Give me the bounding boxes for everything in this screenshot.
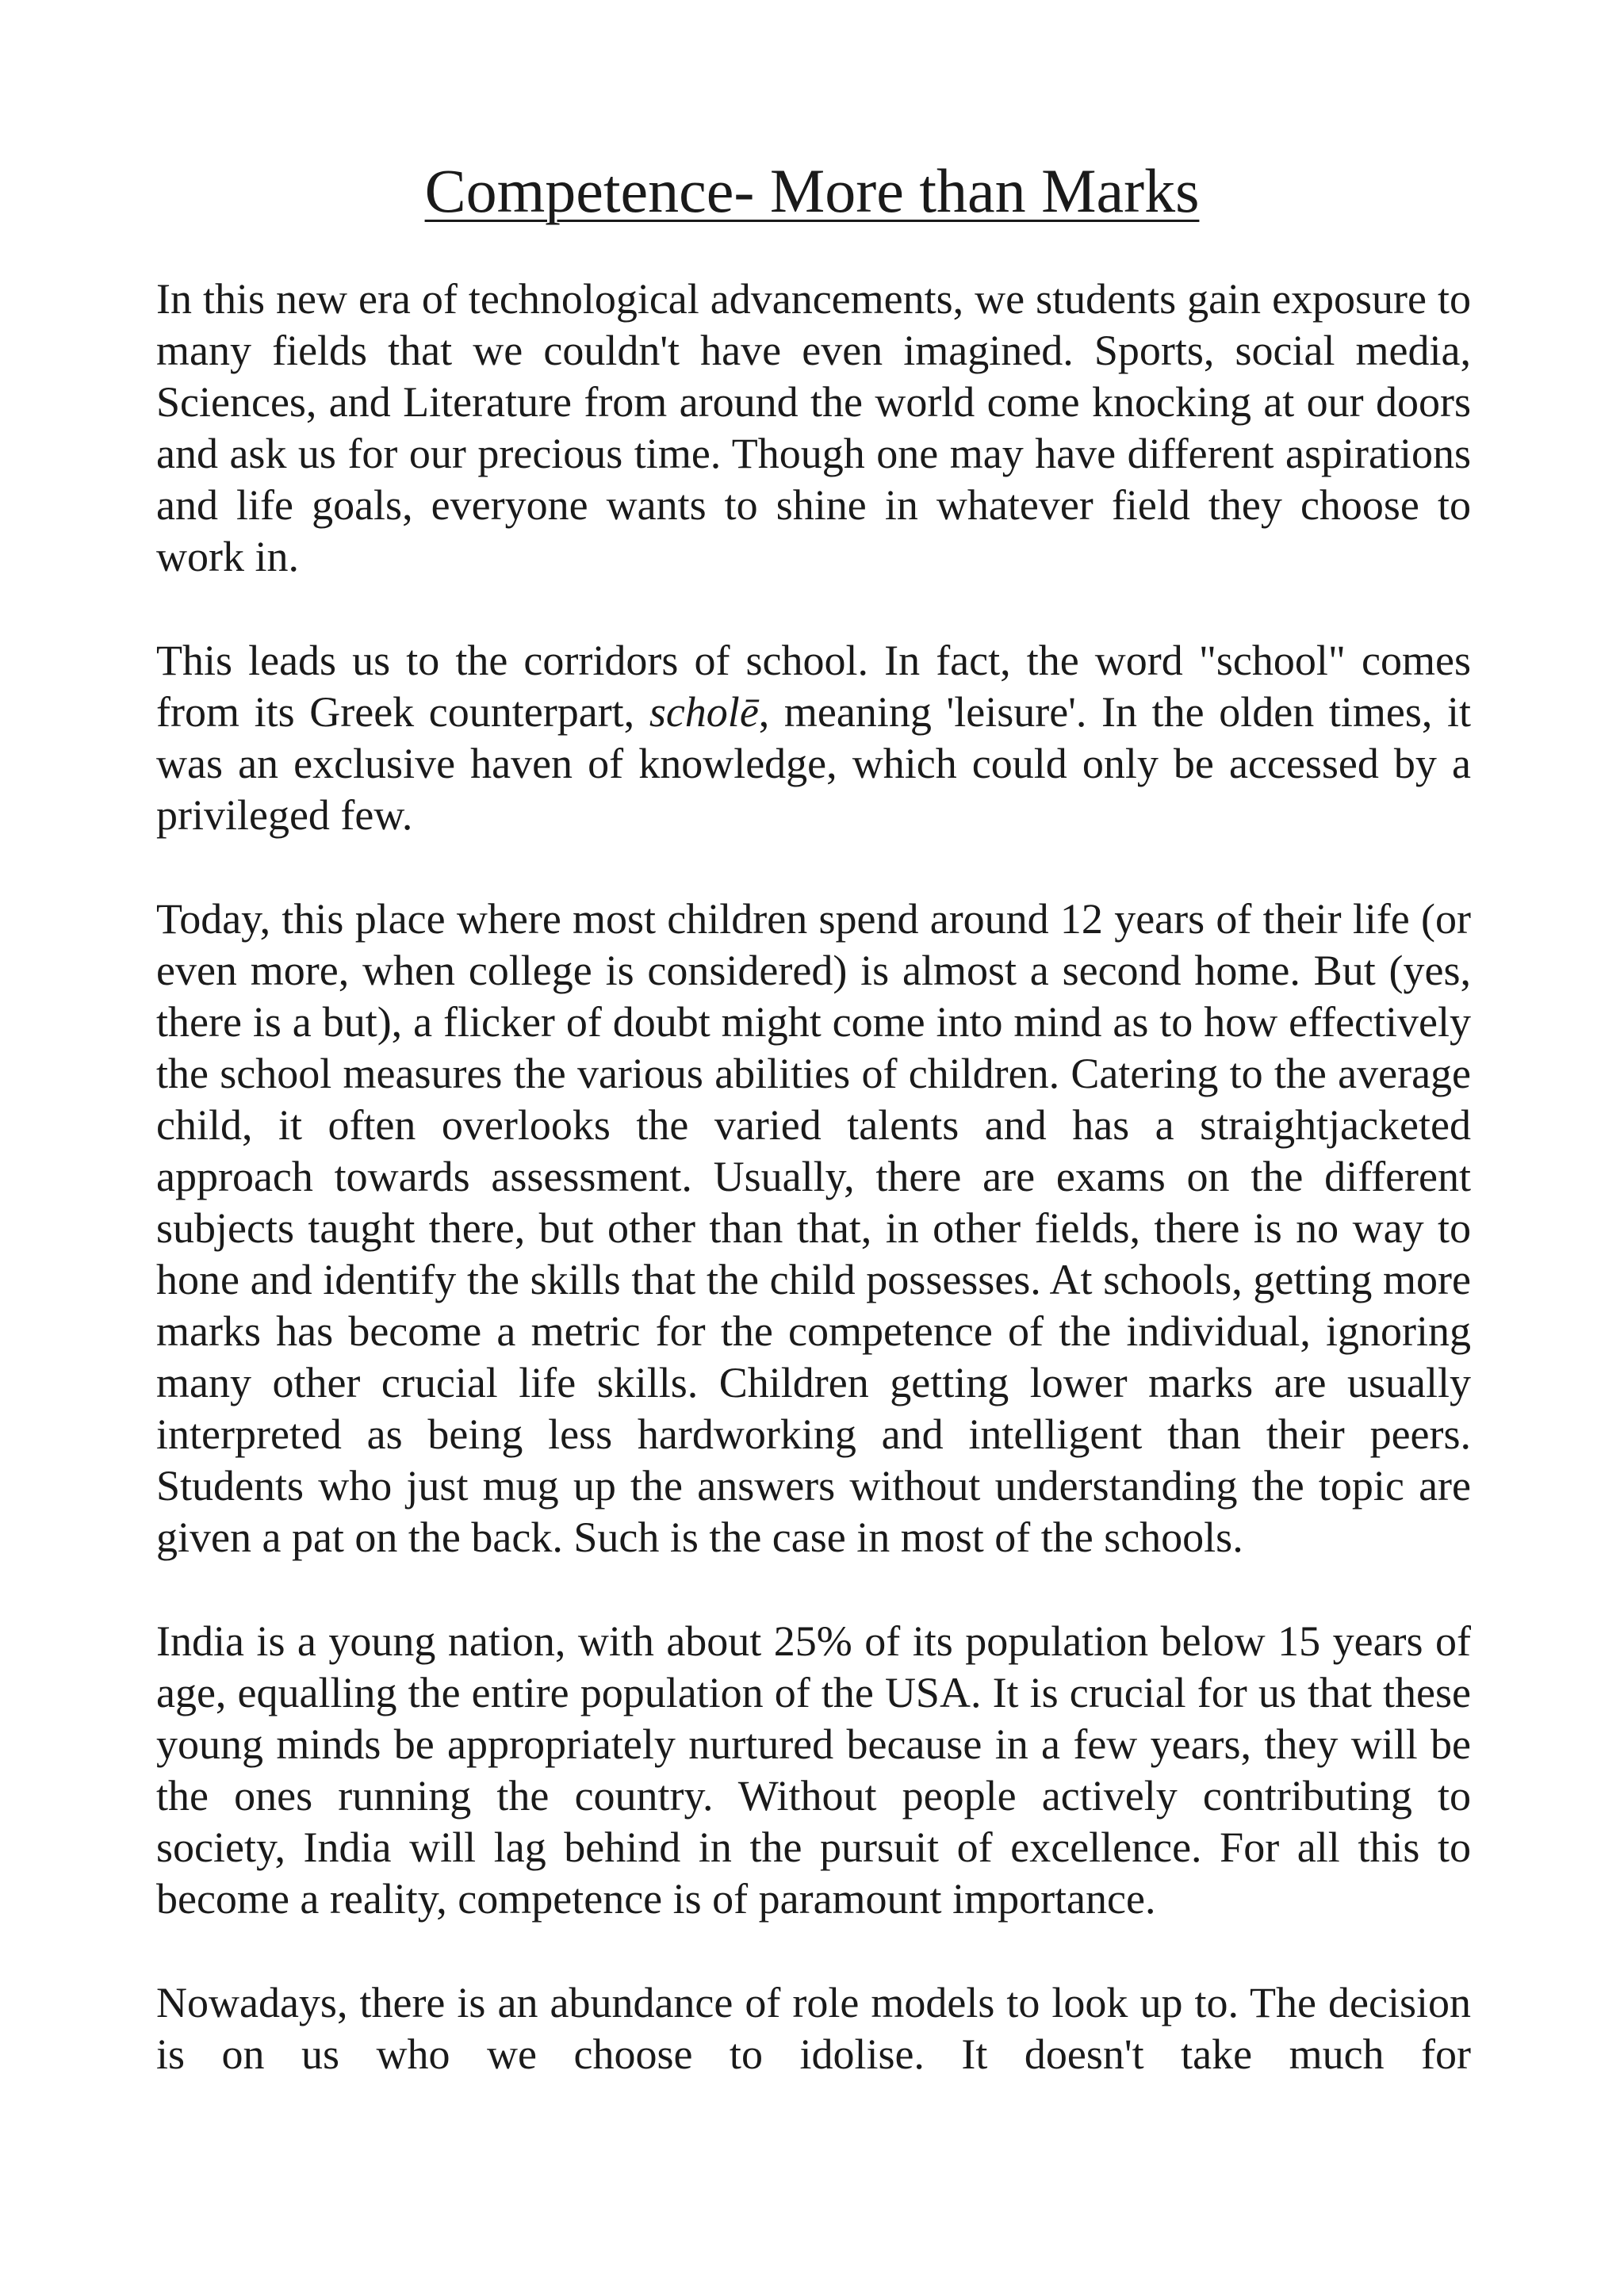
paragraph-2-before: This leads us to the corridors of school. In fact, the word "school" comes from its Greek counterpart, bbox=[156, 637, 1471, 736]
paragraph-2-italic-word: scholē bbox=[649, 688, 759, 736]
paragraph-1: In this new era of technological advancements, we students gain exposure to many fields that we couldn't have even imagined. Sports, social media, Sciences, and Literature from around the world come knocking at our doors and ask us for our precious time. Though one may have different aspirations and life goals, everyone wants to shine in whatever field they choose to work in. bbox=[156, 275, 1471, 580]
document-title: Competence- More than Marks bbox=[424, 156, 1200, 225]
paragraph-2 bbox=[156, 635, 1471, 841]
paragraph-5: Nowadays, there is an abundance of role models to look up to. The decision is on us who we choose to idolise. It doesn't take much for bbox=[156, 1979, 1471, 2078]
paragraph-3: Today, this place where most children spend around 12 years of their life (or even more, when college is considered) is almost a second home. But (yes, there is a but), a flicker of doubt might come into mind as to how effectively the school measures the various abilities of children. Catering to the average child, it often overlooks the varied talents and has a straightjacketed approach towards assessment. Usually, there are exams on the different subjects taught there, but other than that, in other fields, there is no way to hone and identify the skills that the child possesses. At schools, getting more marks has become a metric for the competence of the individual, ignoring many other crucial life skills. Children getting lower marks are usually interpreted as being less hardworking and intelligent than their peers. Students who just mug up the answers without understanding the topic are given a pat on the back. Such is the case in most of the schools. bbox=[156, 895, 1471, 1561]
document-body bbox=[156, 274, 1471, 2133]
paragraph-4: India is a young nation, with about 25% of its population below 15 years of age, equalling the entire population of the USA. It is crucial for us that these young minds be appropriately nurtured because in a few years, they will be the ones running the country. Without people actively contributing to society, India will lag behind in the pursuit of excellence. For all this to become a reality, competence is of paramount importance. bbox=[156, 1617, 1471, 1923]
paragraph-2-after: , meaning 'leisure'. In the olden times, it was an exclusive haven of knowledge, which could only be accessed by a privileged few. bbox=[156, 688, 1471, 839]
